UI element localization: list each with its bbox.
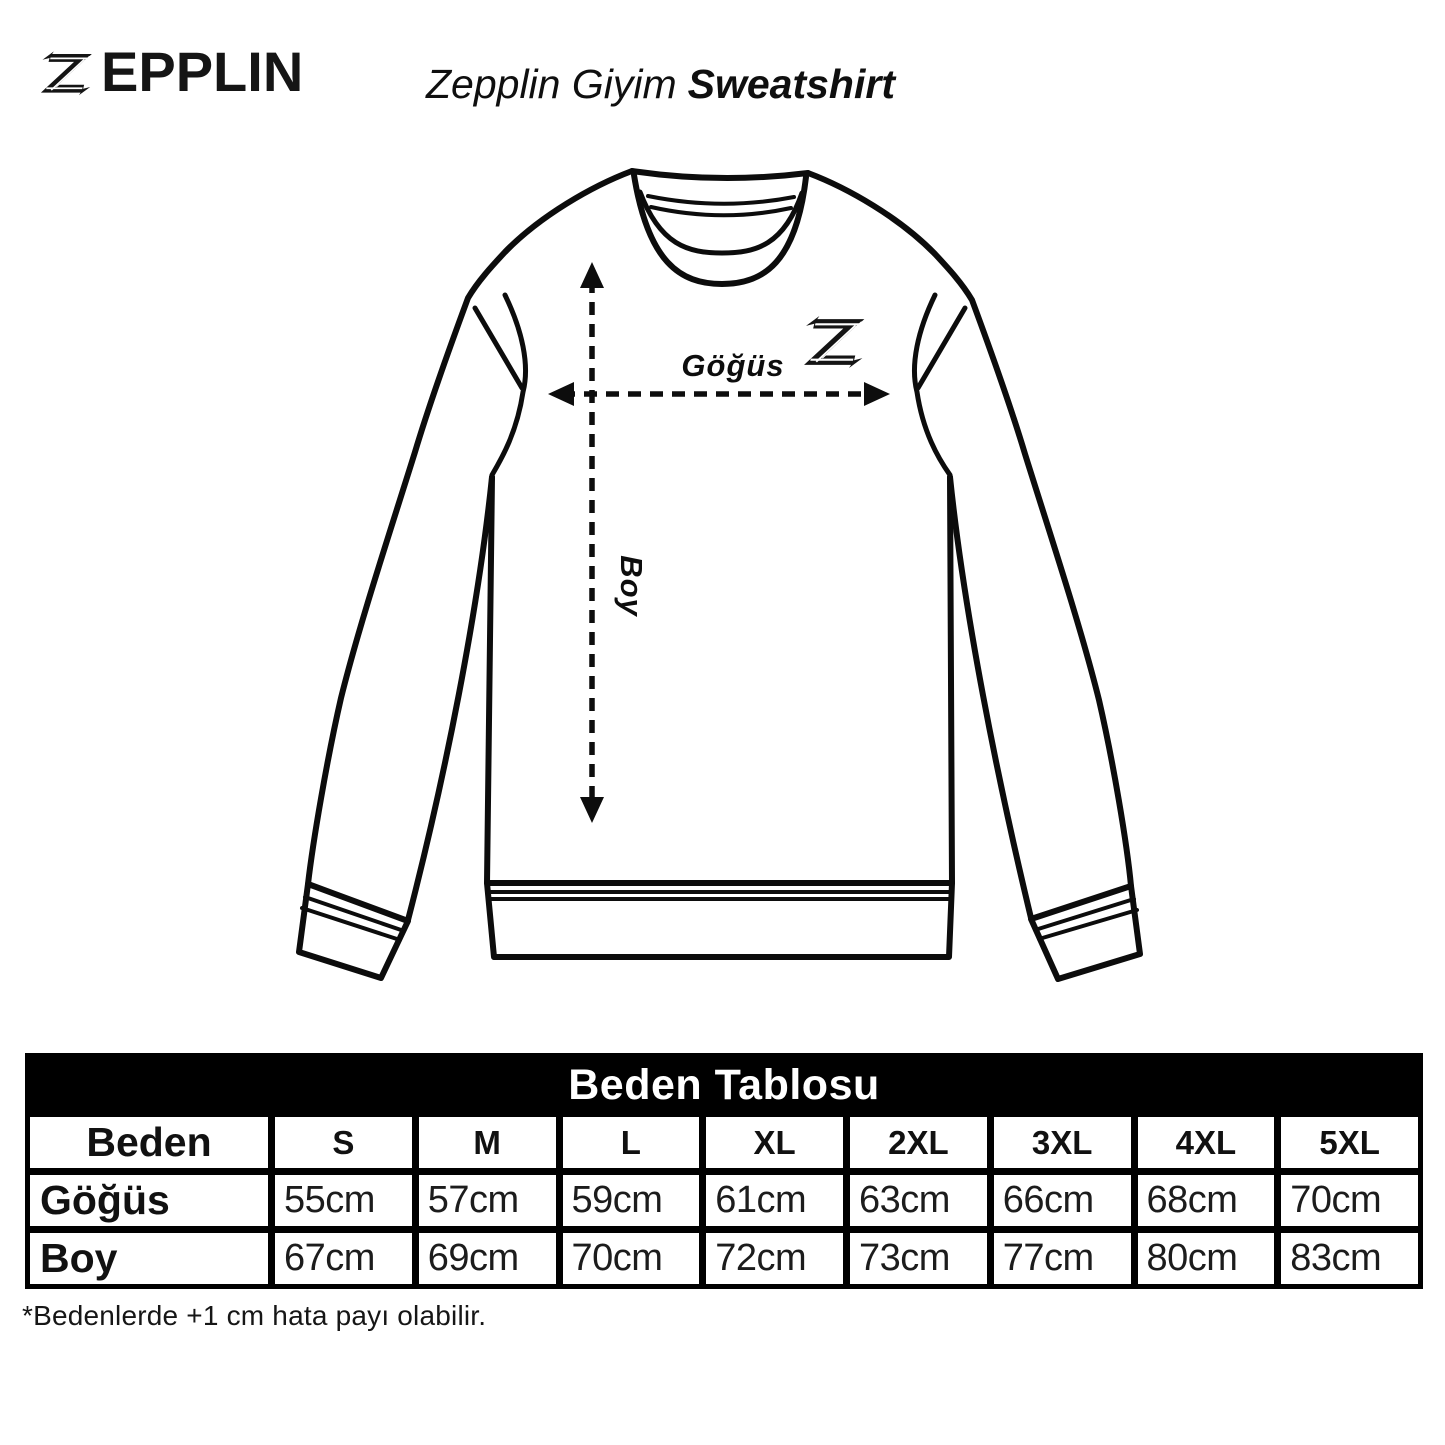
chest-label: Göğüs: [681, 348, 785, 383]
row-label-boy: Boy: [30, 1233, 268, 1284]
size-table-title: Beden Tablosu: [568, 1060, 880, 1109]
boy-value-4xl: 80cm: [1138, 1233, 1275, 1284]
collar-top-edge: [632, 171, 808, 178]
gogus-value-3xl: 66cm: [994, 1175, 1131, 1226]
collar-rib-line-2: [651, 207, 791, 215]
arrowhead-bottom: [580, 797, 604, 823]
chest-z-logo: [795, 316, 872, 368]
gogus-value-s: 55cm: [275, 1175, 412, 1226]
boy-value-m: 69cm: [419, 1233, 556, 1284]
boy-value-xl: 72cm: [706, 1233, 843, 1284]
length-dimension-arrow: [580, 262, 604, 823]
right-sleeve-outer: [808, 173, 1131, 886]
col-header-size-xl: XL: [706, 1117, 843, 1168]
left-cuff: [299, 884, 408, 978]
right-cuff: [1031, 886, 1140, 979]
col-header-size-m: M: [419, 1117, 556, 1168]
chest-dimension-arrow: [548, 382, 890, 406]
arrowhead-right: [864, 382, 890, 406]
length-label: Boy: [614, 555, 649, 617]
collar-rib-line-1: [648, 196, 794, 204]
left-sleeve-inner: [408, 477, 492, 920]
boy-value-2xl: 73cm: [850, 1233, 987, 1284]
size-table: [25, 1053, 1423, 1289]
col-header-size-2xl: 2XL: [850, 1117, 987, 1168]
gogus-value-l: 59cm: [563, 1175, 700, 1226]
col-header-size-l: L: [563, 1117, 700, 1168]
boy-value-l: 70cm: [563, 1233, 700, 1284]
boy-value-s: 67cm: [275, 1233, 412, 1284]
body-right-side: [950, 477, 952, 883]
sweatshirt-outline: [299, 171, 1140, 979]
gogus-value-xl: 61cm: [706, 1175, 843, 1226]
arrowhead-top: [580, 262, 604, 288]
col-header-size-5xl: 5XL: [1281, 1117, 1418, 1168]
left-sleeve-outer: [308, 171, 632, 884]
right-sleeve-inner: [950, 477, 1031, 918]
boy-value-5xl: 83cm: [1281, 1233, 1418, 1284]
col-header-size-s: S: [275, 1117, 412, 1168]
gogus-value-5xl: 70cm: [1281, 1175, 1418, 1226]
gogus-value-4xl: 68cm: [1138, 1175, 1275, 1226]
body-left-side: [487, 477, 492, 883]
col-header-beden: Beden: [30, 1117, 268, 1168]
size-table-grid: [25, 1117, 1423, 1289]
brand-logo-text: EPPLIN: [101, 40, 304, 103]
col-header-size-3xl: 3XL: [994, 1117, 1131, 1168]
title-prefix: Zepplin Giyim: [426, 61, 677, 107]
gogus-value-2xl: 63cm: [850, 1175, 987, 1226]
size-tolerance-footnote: *Bedenlerde +1 cm hata payı olabilir.: [22, 1300, 487, 1331]
arrowhead-left: [548, 382, 574, 406]
col-header-size-4xl: 4XL: [1138, 1117, 1275, 1168]
title-product: Sweatshirt: [687, 61, 895, 107]
gogus-value-m: 57cm: [419, 1175, 556, 1226]
hem-band: [487, 883, 952, 957]
row-label-gogus: Göğüs: [30, 1175, 268, 1226]
boy-value-3xl: 77cm: [994, 1233, 1131, 1284]
